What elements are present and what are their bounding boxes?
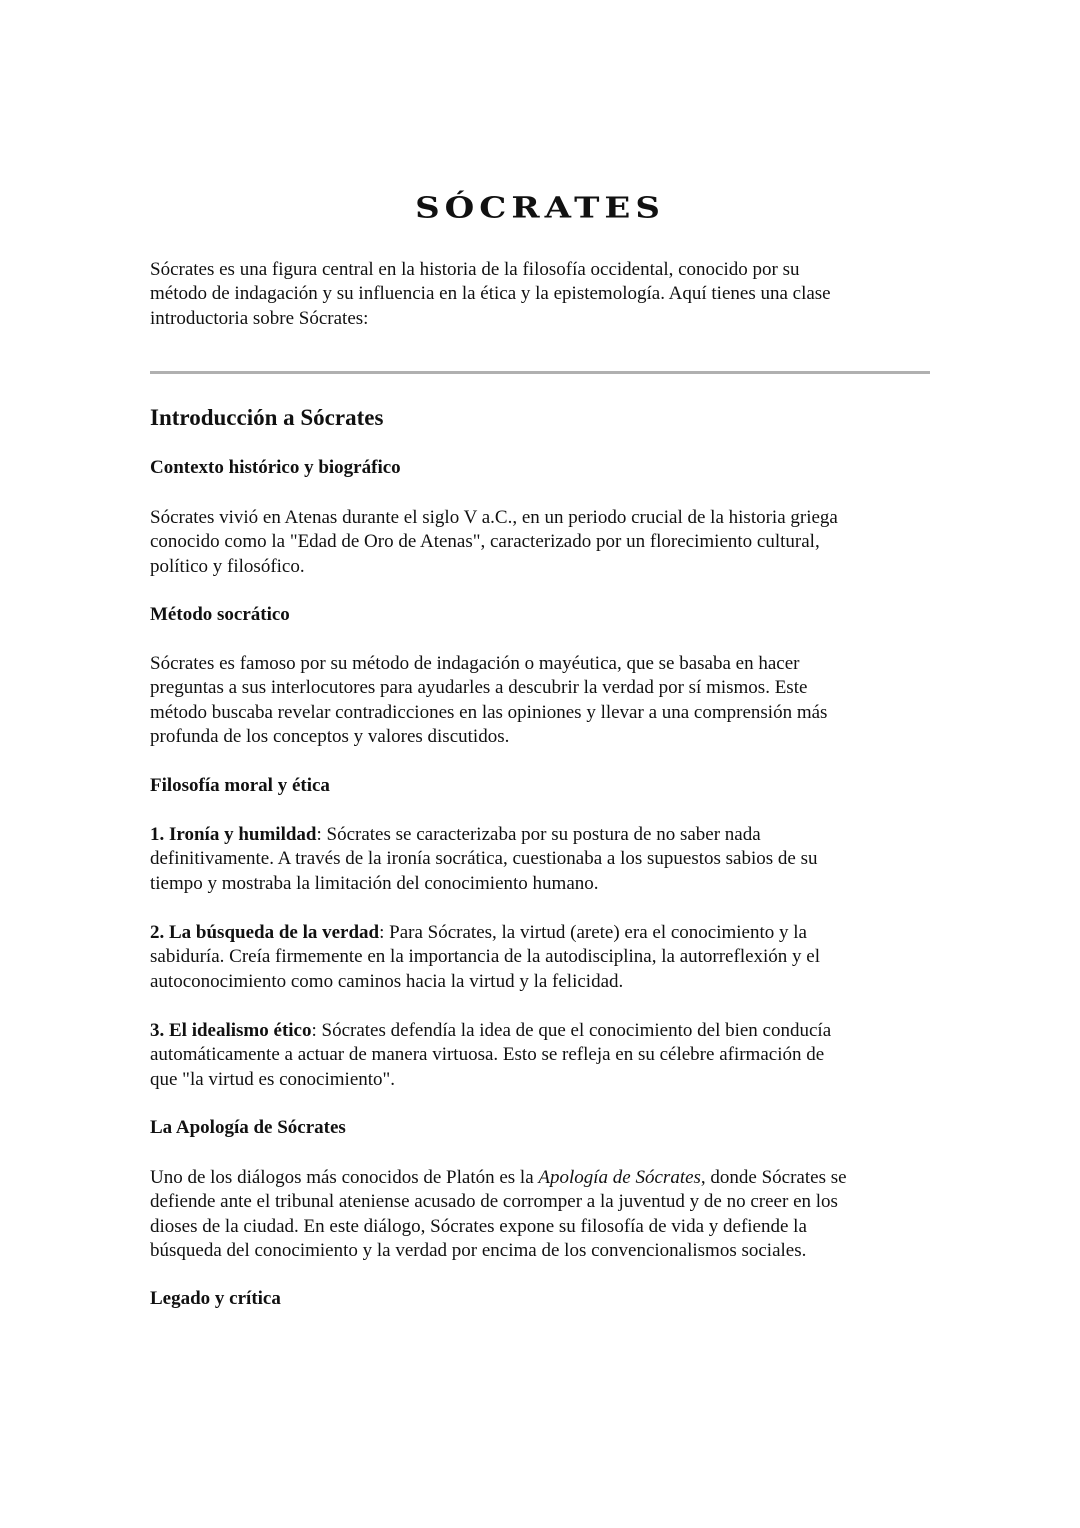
item-label: 3. El idealismo ético xyxy=(150,1020,312,1041)
text-line: sabiduría. Creía firmemente en la importancia de la autodisciplina, la autorreflexión y el xyxy=(150,946,821,968)
text-segment: , donde Sócrates se xyxy=(700,1167,847,1188)
subheading-legado: Legado y crítica xyxy=(150,1288,281,1309)
intro-paragraph xyxy=(150,258,950,331)
list-item-ironia xyxy=(150,823,950,896)
text-line: método de indagación y su influencia en la ética y la epistemología. Aquí tienes una clase xyxy=(150,283,831,305)
list-item-busqueda xyxy=(150,921,950,994)
text-line xyxy=(150,823,950,847)
item-text: : Sócrates defendía la idea de que el conocimiento del bien conducía xyxy=(311,1020,832,1041)
text-line: método buscaba revelar contradicciones en las opiniones y llevar a una comprensión más xyxy=(150,701,828,723)
text-line xyxy=(150,921,950,945)
paragraph-metodo xyxy=(150,652,950,750)
item-label: 2. La búsqueda de la verdad xyxy=(150,922,380,943)
subheading-apologia: La Apología de Sócrates xyxy=(150,1117,346,1138)
subheading-filosofia: Filosofía moral y ética xyxy=(150,775,330,796)
text-line: definitivamente. A través de la ironía socrática, cuestionaba a los supuestos sabios de su xyxy=(150,848,818,870)
text-line: defiende ante el tribunal ateniense acusado de corromper a la juventud y de no creer en los xyxy=(150,1191,838,1213)
item-text: : Para Sócrates, la virtud (arete) era el conocimiento y la xyxy=(379,922,807,943)
text-line xyxy=(150,1019,950,1043)
text-line: que "la virtud es conocimiento". xyxy=(150,1068,396,1090)
text-line: político y filosófico. xyxy=(150,555,305,577)
paragraph-apologia xyxy=(150,1166,950,1264)
text-line: automáticamente a actuar de manera virtuosa. Esto se refleja en su célebre afirmación de xyxy=(150,1044,825,1066)
text-line: dioses de la ciudad. En este diálogo, Sócrates expone su filosofía de vida y defiende la xyxy=(150,1215,807,1237)
list-item-idealismo xyxy=(150,1019,950,1092)
text-line: búsqueda del conocimiento y la verdad por encima de los convencionalismos sociales. xyxy=(150,1240,807,1262)
text-line: Sócrates es una figura central en la historia de la filosofía occidental, conocido por su xyxy=(150,259,800,280)
text-line: autoconocimiento como caminos hacia la virtud y la felicidad. xyxy=(150,970,624,992)
text-line: preguntas a sus interlocutores para ayudarles a descubrir la verdad por sí mismos. Este xyxy=(150,677,808,699)
book-title: Apología de Sócrates xyxy=(538,1167,701,1188)
text-line: Sócrates es famoso por su método de indagación o mayéutica, que se basaba en hacer xyxy=(150,653,800,674)
text-segment: Uno de los diálogos más conocidos de Platón es la xyxy=(150,1167,539,1188)
subheading-contexto: Contexto histórico y biográfico xyxy=(150,457,401,478)
text-line: introductoria sobre Sócrates: xyxy=(150,307,369,329)
text-line: Sócrates vivió en Atenas durante el siglo V a.C., en un periodo crucial de la historia griega xyxy=(150,507,838,528)
text-line: profunda de los conceptos y valores discutidos. xyxy=(150,726,510,748)
section-heading: Introducción a Sócrates xyxy=(150,405,384,430)
horizontal-rule xyxy=(150,371,930,374)
document-title: SÓCRATES xyxy=(415,191,665,225)
text-line: conocido como la "Edad de Oro de Atenas", caracterizado por un florecimiento cultural, xyxy=(150,531,820,553)
text-line: tiempo y mostraba la limitación del conocimiento humano. xyxy=(150,872,599,894)
text-line xyxy=(150,1166,950,1190)
paragraph-contexto xyxy=(150,506,950,579)
subheading-metodo: Método socrático xyxy=(150,604,290,625)
item-label: 1. Ironía y humildad xyxy=(150,824,317,845)
item-text: : Sócrates se caracterizaba por su postura de no saber nada xyxy=(316,824,761,845)
